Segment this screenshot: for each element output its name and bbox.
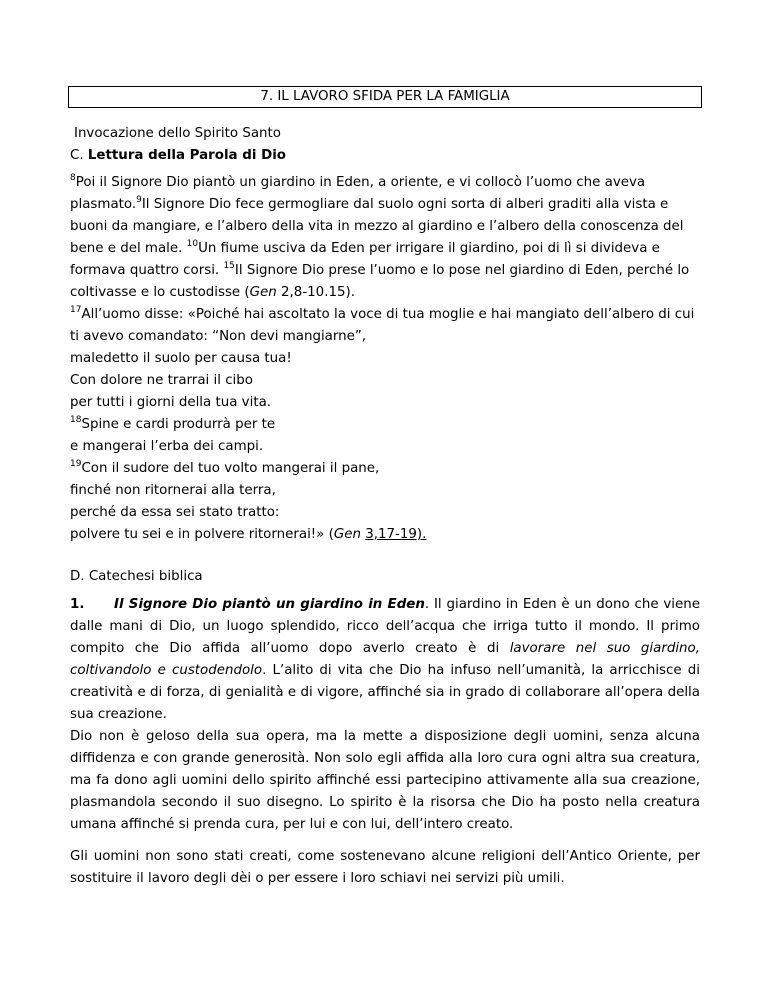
point-heading: Il Signore Dio piantò un giardino in Eden [114,597,425,612]
poem-line: polvere tu sei e in polvere ritornerai!» (Gen 3,17-19). [70,527,427,542]
poem-line: per tutti i giorni della tua vita. [70,395,272,410]
verse-number: 9 [136,195,142,205]
reading-prose [70,172,700,304]
point-number: 1. [70,597,85,612]
catechesi-paragraph: Gli uomini non sono stati creati, come sostenevano alcune religioni dell’Antico Oriente, per sostituire il lavoro degli dèi o per essere i loro schiavi nei servizi più umili. [70,849,700,886]
verse-text: Poi il Signore Dio piantò un giardino in Eden, a oriente, e vi collocò l’uomo che aveva plasmato. [70,175,646,212]
verse-number: 19 [70,459,82,469]
poem-line: $^{18}$Spine e cardi produrrà per te [70,415,276,432]
reading-prose [70,304,700,348]
verse-text: All’uomo disse: «Poiché hai ascoltato la voce di tua moglie e hai mangiato dell’albero di cui ti avevo comandato: “Non devi mangiarne”, [70,307,695,344]
section-c-label: Lettura della Parola di Dio [87,148,286,163]
scripture-reading [70,172,700,546]
verse-text: Il Signore Dio prese l’uomo e lo pose nel giardino di Eden, perché lo coltivasse e lo custodisse ( [70,263,690,300]
poem-line: e mangerai l’erba dei campi. [70,439,264,454]
catechesi-paragraph: 1. Il Signore Dio piantò un giardino in Eden. Il giardino in Eden è un dono che viene dalle mani di Dio, un luogo splendido, ricco dell’acqua che irriga tutto il mondo. Il primo compito che Dio affida all’uomo dopo averlo creato è di lavorare nel suo giardino, coltivandolo e custodendolo. L’alito di vita che Dio ha infuso nell’umanità, la arricchisce di creatività e di forza, di genialità e di vigore, affinché sia in grado di collaborare all’opera della sua creazione. [70,594,700,726]
poem-line: perché da essa sei stato tratto: [70,505,280,520]
document-page [70,86,700,890]
catechesi-body [70,594,700,890]
section-c-prefix: C. [70,148,88,163]
document-title: 7. IL LAVORO SFIDA PER LA FAMIGLIA [68,86,702,108]
reference-book: Gen [249,285,277,300]
reference-rest: 2,8-10.15). [276,285,355,300]
section-c-heading [70,145,700,167]
verse-number: 15 [223,261,235,271]
verse-number: 8 [70,173,76,183]
poem-line: $^{19}$Con il sudore del tuo volto mangerai il pane, [70,459,380,476]
verse-number: 18 [70,415,82,425]
poem-line: Con dolore ne trarrai il cibo [70,373,253,388]
verse-number: 10 [186,239,199,249]
poem-line: finché non ritornerai alla terra, [70,483,276,498]
verse-number: 17 [70,305,82,315]
emphasis-text: lavorare nel suo giardino, coltivandolo e custodendolo [70,641,700,678]
reference-link[interactable]: 3,17-19). [365,527,427,542]
poem-line: maledetto il suolo per causa tua! [70,351,292,366]
verse-text: Un fiume usciva da Eden per irrigare il giardino, poi di lì si divideva e formava quattro corsi. [70,241,660,278]
reference-book: Gen [333,527,361,542]
invocation-line: Invocazione dello Spirito Santo [74,126,281,141]
section-d-heading: D. Catechesi biblica [70,569,203,584]
catechesi-paragraph: Dio non è geloso della sua opera, ma la mette a disposizione degli uomini, senza alcuna diffidenza e con grande generosità. Non solo egli affida alla loro cura ogni altra sua creatura, ma fa dono agli uomini dello spirito affinché essi partecipino attivamente alla sua creazione, plasmandola secondo il suo disegno. Lo spirito è la risorsa che Dio ha posto nella creatura umana affinché si prenda cura, per lui e con lui, dell’intero creato. [70,729,700,832]
verse-text: Il Signore Dio fece germogliare dal suolo ogni sorta di alberi graditi alla vista e buoni da mangiare, e l’albero della vita in mezzo al giardino e l’albero della conoscenza del bene e del male. [70,197,684,256]
